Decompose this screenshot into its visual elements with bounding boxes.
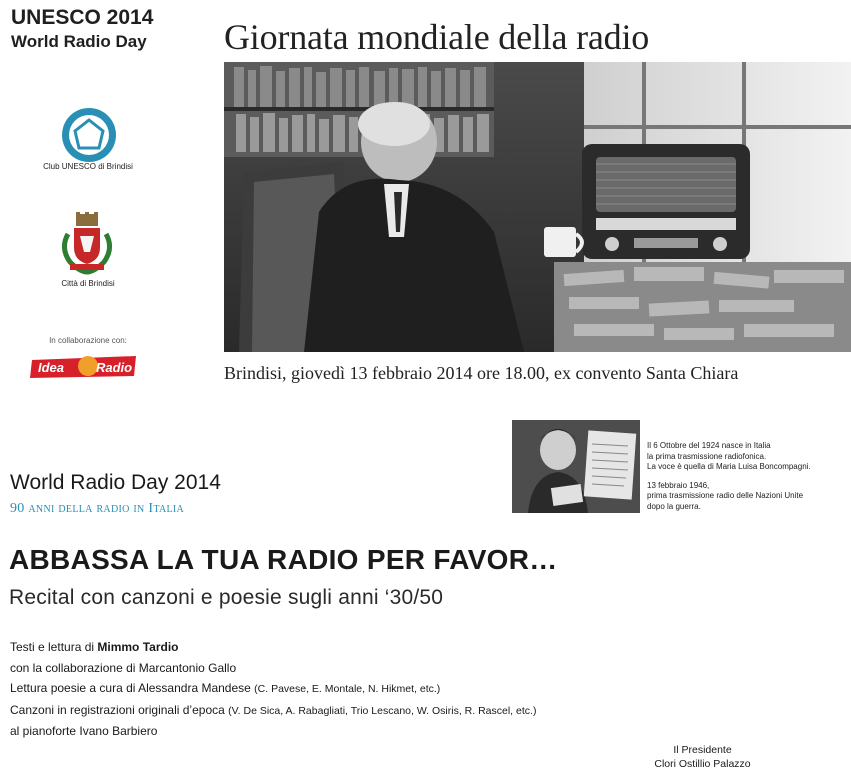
idea-radio-logo (30, 354, 138, 380)
event-details: Brindisi, giovedì 13 febbraio 2014 ore 18.00, ex convento Santa Chiara (224, 363, 739, 383)
unesco-club-logo (60, 106, 118, 164)
recital-headline: ABBASSA LA TUA RADIO PER FAVOR… (9, 544, 558, 575)
credit-line: con la collaborazione di Marcantonio Gallo (10, 660, 237, 675)
section-subtitle: 90 anni della radio in Italia (10, 501, 185, 516)
inset-line: 13 febbraio 1946, (647, 480, 710, 490)
hero-photo (224, 62, 851, 352)
inset-photo (512, 420, 640, 513)
section-title: World Radio Day 2014 (10, 471, 221, 494)
city-crest-logo (56, 212, 118, 276)
credit-detail: (V. De Sica, A. Rabagliati, Trio Lescano, W. Osiris, R. Rascel, etc.) (228, 704, 537, 717)
signature-role: Il Presidente (673, 744, 732, 756)
credit-line (10, 637, 536, 658)
credit-prefix: Testi e lettura di (10, 640, 98, 654)
unesco-title: UNESCO 2014 (11, 6, 154, 29)
credit-main: Canzoni in registrazioni originali d’epoca (10, 702, 229, 717)
inset-line: Il 6 Ottobre del 1924 nasce in Italia (647, 441, 771, 450)
signature-name: Clori Ostillio Palazzo (654, 758, 751, 770)
inset-line: la prima trasmissione radiofonica. (647, 451, 767, 461)
recital-subtitle: Recital con canzoni e poesie sugli anni ‘30/50 (9, 586, 444, 609)
credit-main: Lettura poesie a cura di Alessandra Mandese (10, 681, 255, 695)
credit-line (10, 700, 536, 722)
unesco-club-label: Club UNESCO di Brindisi (43, 162, 133, 171)
inset-caption (647, 441, 811, 512)
svg-text:Idea: Idea (38, 360, 65, 375)
svg-text:Radio: Radio (96, 360, 133, 375)
collaboration-label: In collaborazione con: (49, 336, 127, 345)
credit-line (10, 678, 536, 700)
credit-line: al pianoforte Ivano Barbiero (10, 724, 158, 738)
credit-detail: (C. Pavese, E. Montale, N. Hikmet, etc.) (254, 683, 441, 695)
inset-line: prima trasmissione radio delle Nazioni Unite (647, 491, 804, 500)
signature-block (620, 743, 785, 771)
credit-author-name: Mimmo Tardio (97, 640, 179, 654)
inset-line (647, 473, 811, 481)
unesco-subtitle: World Radio Day (11, 32, 147, 51)
credits-block (10, 637, 536, 742)
inset-line: La voce è quella di Maria Luisa Boncompagni. (647, 462, 811, 471)
city-crest-label: Città di Brindisi (61, 279, 115, 288)
main-title: Giornata mondiale della radio (224, 17, 650, 57)
inset-line: dopo la guerra. (647, 501, 701, 511)
